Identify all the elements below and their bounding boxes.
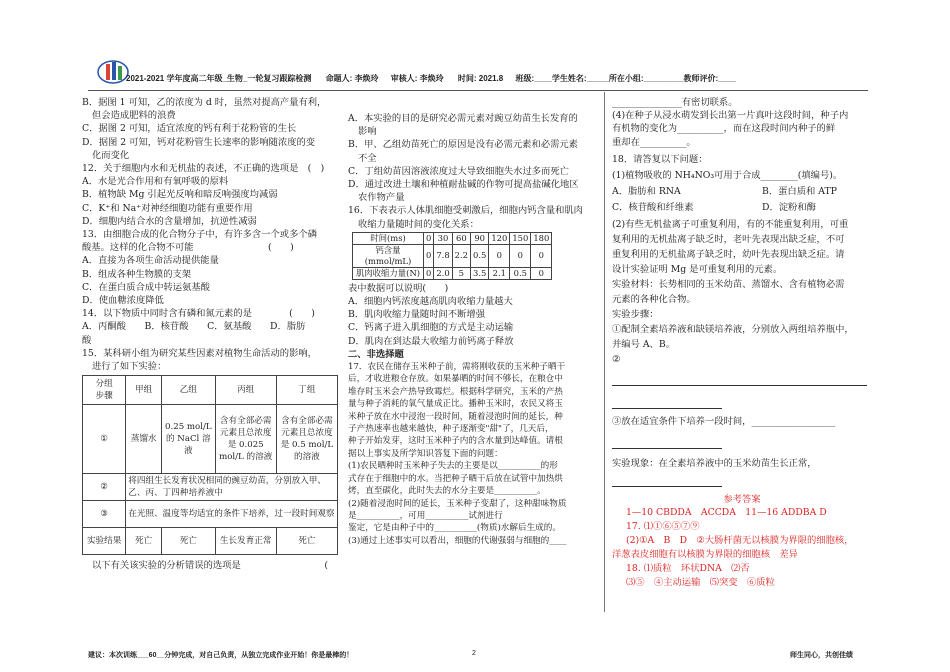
question-13: 13．由细胞合成的化合物分子中，有许多含一个或多个磷 (82, 229, 317, 241)
table-cell: 0 (531, 267, 552, 279)
text-line: ② (612, 353, 621, 365)
text-line: 种子开始发芽，这时玉米种子内的含水量到达峰值。请根 (348, 436, 563, 447)
answer-line[interactable] (612, 396, 722, 409)
text-line: ①配制全素培养液和缺镁培养液，分别放入两组培养瓶中， (612, 323, 854, 335)
table-cell: ② (83, 474, 126, 501)
text-line: C．丁组幼苗因溶液浓度过大导致细胞失水过多而死亡 (348, 165, 569, 177)
text-line: 酸 (82, 334, 92, 346)
text-line: A．本实验的目的是研究必需元素对豌豆幼苗生长发育的 (348, 113, 578, 124)
text-line: 酸基。这样的化合物不可能 ( ) (82, 242, 294, 254)
text-line: 实验现象：在全素培养液中的玉米幼苗生长正常， (612, 457, 817, 469)
table-cell: ① (83, 405, 126, 474)
text-line: 有机物的变化为__________，而在这段时间内种子的鲜 (612, 123, 836, 135)
text-line: 表中数据可以说明( ) (348, 282, 449, 294)
answer-line[interactable] (612, 436, 722, 449)
text-line: C．在蛋白质合成中转运氨基酸 (82, 281, 210, 293)
table-cell: 蒸馏水 (126, 405, 162, 474)
worksheet-title: 2021-2021 学年度高二年级_生物_一轮复习跟踪检测 (126, 74, 312, 83)
text-line: 式存在于细胞中的水。当把种子晒干后放在试管中加热烘 (348, 473, 563, 484)
options-row (612, 185, 872, 198)
table-cell: 150 (510, 232, 531, 244)
text-line: 设计实验证明 Mg 是可重复利用的元素。 (612, 263, 783, 275)
table-cell: 含有全部必需元素且总浓度是 0.025 mol/L 的溶液 (215, 405, 276, 474)
table-cell: 肌肉收缩力量(N) (353, 267, 424, 279)
text-line: 米种子放在水中浸泡一段时间，随着浸泡时间的延长，种 (348, 411, 563, 422)
text-line: C．钙离子进入肌细胞的方式是主动运输 (348, 322, 514, 334)
text-line: 后，才收进粮仓存放。如果暴晒的时间不够长，在粮仓中 (348, 374, 563, 385)
table-cell: 2.1 (489, 267, 510, 279)
section-heading: 二、非选择题 (348, 348, 404, 359)
table-row (353, 244, 552, 267)
text-line: 不全 (358, 152, 377, 164)
table-cell: 5 (452, 267, 470, 279)
option: D．淀粉和酶 (762, 202, 816, 214)
text-line: A．水是光合作用和有氧呼吸的原料 (82, 176, 229, 188)
question-14: 14．以下物质中同时含有磷和氮元素的是 ( ) (82, 308, 315, 320)
table-cell: 乙组 (162, 376, 216, 405)
text-line: 实验材料：长势相同的玉米幼苗、蒸馏水、含有植物必需 (612, 278, 845, 290)
answer-line-text: 18. ⑴质粒 环状DNA ⑵否 (626, 563, 750, 575)
table-cell: 0 (510, 244, 531, 267)
table-cell: 时间(ms) (353, 232, 424, 244)
table-cell: 0 (424, 267, 434, 279)
table-row (83, 474, 338, 501)
date: 时间: 2021.8 (457, 74, 504, 83)
text-line: 影响 (358, 126, 377, 138)
text-line: B．甲、乙组幼苗死亡的原因是没有必需元素和必需元素 (348, 139, 578, 151)
table-row (83, 376, 338, 405)
text-line: 并编号 A、B。 (612, 338, 675, 350)
answer-key-title: 参考答案 (723, 494, 761, 506)
text-line: 是__________，可用__________试剂进行 (348, 510, 503, 521)
column-divider (604, 92, 605, 612)
text-line: 农作物产量 (358, 192, 405, 204)
answer-line-text: ⑶⑤ ④主动运输 ⑸突变 ⑥质粒 (626, 577, 775, 589)
table-cell: 30 (434, 232, 452, 244)
options-row (612, 201, 872, 214)
table-cell: 0 (531, 244, 552, 267)
table-cell: 分组 步骤 (83, 376, 126, 405)
text-line: 以下有关该实验的分析错误的选项是 ( (92, 560, 329, 572)
table-row (353, 232, 552, 244)
text-line: C．K⁺和 Na⁺对神经细胞功能有重要作用 (82, 202, 253, 214)
table-cell: 0.25 mol/L 的 NaCl 溶液 (162, 405, 216, 474)
table-row (83, 528, 338, 555)
table-cell: 钙含量(mmol/mL) (353, 244, 424, 267)
calcium-table (352, 232, 552, 280)
table-cell: 实验结果 (83, 528, 126, 555)
table-cell: 在光照、温度等均适宜的条件下培养，过一段时间观察 (126, 501, 338, 528)
table-cell: 7.8 (434, 244, 452, 267)
text-line: B．据图 1 可知，乙的浓度为 d 时，虽然对提高产量有利， (82, 97, 327, 108)
text-line: D．使血糖浓度降低 (82, 295, 164, 307)
column-left (82, 96, 344, 572)
experiment-table (82, 375, 338, 555)
worksheet-header (88, 68, 868, 91)
text-line: (4)在种子从浸水萌发到长出第一片真叶这段时间，种子内 (612, 110, 849, 122)
column-right (612, 96, 872, 590)
answer-line-text: (2)①A B D ②大肠杆菌无以核膜为界限的细胞核， (626, 535, 854, 547)
table-cell: 120 (489, 232, 510, 244)
table-cell: 死亡 (162, 528, 216, 555)
table-cell: 丁组 (276, 376, 337, 405)
text-line: (3)通过上述事实可以看出，细胞的代谢强弱与细胞的____ (348, 535, 567, 546)
option: A．脂肪和 RNA (612, 186, 681, 198)
question-17: 17．农民在储存玉米种子前，需将刚收获的玉米种子晒干 (348, 362, 566, 373)
table-row (353, 267, 552, 279)
text-line: D．据图 2 可知，钙对花粉管生长速率的影响随浓度的变 (82, 136, 316, 148)
text-line: 烤，直至碳化，此时失去的水分主要是__________。 (348, 486, 546, 497)
table-row (83, 501, 338, 528)
question-16: 16．下表表示人体肌细胞受刺激后，细胞内钙含量和肌肉 (348, 205, 583, 217)
table-cell: ③ (83, 501, 126, 528)
text-line: 重却在__________。 (612, 136, 696, 148)
table-cell: 死亡 (126, 528, 162, 555)
reviewer: 审核人: 李焕玲 (390, 74, 444, 83)
footer-motto: 师生同心，共创佳绩 (790, 652, 853, 659)
text-line: 进行了如下实验： (92, 361, 167, 373)
text-line: B．组成各种生物膜的支架 (82, 268, 192, 280)
text-line: C．据图 2 可知，适宜浓度的钙有利于花粉管的生长 (82, 123, 297, 135)
table-cell: 2.0 (434, 267, 452, 279)
table-cell: 60 (452, 232, 470, 244)
text-line: D．细胞内结合水的含量增加，抗逆性减弱 (82, 215, 257, 227)
table-cell: 2.2 (452, 244, 470, 267)
text-line: A．直接为各项生命活动提供能量 (82, 255, 219, 267)
table-cell: 死亡 (276, 528, 337, 555)
text-line: 量与种子消耗的氧气量成正比。播种玉米时，农民又将玉 (348, 399, 563, 410)
option: B．蛋白质和 ATP (762, 186, 837, 198)
table-cell: 0.5 (471, 244, 489, 267)
author: 命题人: 李焕玲 (325, 74, 379, 83)
table-cell: 丙组 (215, 376, 276, 405)
option: C．核苷酸和纤维素 (612, 202, 694, 214)
text-line: 复利用的无机盐离子缺乏时，老叶先表现出缺乏症，不可 (612, 233, 845, 245)
answer-line-text: 17. ⑴①⑥⑤⑦⑨ (626, 521, 700, 533)
footer-advice: 建议：本次训练___60__分钟完成，对自己负责，从独立完成作业开始！你是最棒的！ (88, 652, 354, 659)
text-line: A．丙酮酸 B．核苷酸 C．氨基酸 D．脂肪 (82, 321, 306, 333)
text-line: 堆存时玉米会产热导致霉烂。根据科学研究，玉米的产热 (348, 386, 563, 397)
table-cell: 0 (424, 232, 434, 244)
text-line: 据以上事实及所学知识答复下面的问题： (348, 448, 503, 459)
answer-line-text: 1—10 CBDDA ACCDA 11—16 ADDBA D (626, 507, 827, 519)
table-row (83, 405, 338, 474)
text-line: (2)有些无机盐离子可重复利用，有的不能重复利用，可重 (612, 218, 849, 230)
text-line: 元素的各种化合物。 (612, 293, 696, 305)
table-cell: 生长发育正常 (215, 528, 276, 555)
answer-line[interactable] (612, 373, 867, 386)
question-12: 12．关于细胞内水和无机盐的表述，不正确的选项是 ( ) (82, 163, 325, 175)
table-cell: 0 (424, 244, 434, 267)
text-line: ③放在适宜条件下培养一段时间，__________________ (612, 415, 836, 427)
text-line: (1)农民晒种时玉米种子失去的主要是以__________的形 (348, 461, 558, 472)
student-fields: 班级:____学生姓名:_____所在小组:_________教师评价:____ (515, 74, 737, 83)
text-line: B．植物缺 Mg 引起光反响和暗反响强度均减弱 (82, 189, 278, 201)
text-line: 重复利用的无机盐离子缺乏时，幼叶先表现出缺乏症。请 (612, 248, 845, 260)
column-middle (348, 112, 603, 547)
answer-line-text: 洋葱表皮细胞有以核膜为界限的细胞核 差异 (612, 549, 798, 561)
table-cell: 3.5 (471, 267, 489, 279)
text-line: 但会造成肥料的浪费 (92, 110, 176, 122)
text-line: (1)植物吸收的 NH₄NO₃可用于合成________(填编号)。 (612, 170, 843, 182)
table-cell: 0.5 (510, 267, 531, 279)
text-line: (2)随着浸泡时间的延长，玉米种子变甜了，这种甜味物质 (348, 498, 567, 509)
text-line: A．细胞内钙浓度越高肌肉收缩力量越大 (348, 296, 513, 308)
table-cell: 将四组生长发育状况相同的豌豆幼苗，分别放入甲、乙、丙、丁四种培养液中 (126, 474, 338, 501)
text-line: B．肌肉收缩力量随时间不断增强 (348, 309, 485, 321)
text-line: 化而变化 (92, 149, 130, 161)
question-18: 18．请答复以下问题： (612, 153, 708, 165)
question-15: 15．某科研小组为研究某些因素对植物生命活动的影响， (82, 347, 317, 359)
answer-line[interactable] (612, 474, 722, 487)
text-line: 实验步骤： (612, 308, 659, 320)
text-line: _______________有密切联系。 (612, 97, 738, 108)
table-cell: 180 (531, 232, 552, 244)
table-cell: 90 (471, 232, 489, 244)
text-line: D．肌肉在到达最大收缩力前钙离子释放 (348, 335, 514, 347)
table-cell: 0 (489, 244, 510, 267)
text-line: 鉴定，它是由种子中的__________(物质)水解后生成的。 (348, 523, 561, 534)
page-number: 2 (472, 650, 476, 657)
text-line: D．通过改进土壤和种植耐盐碱的作物可提高盐碱化地区 (348, 179, 579, 191)
table-cell: 甲组 (126, 376, 162, 405)
text-line: 子产热速率也越来越快，种子逐渐变"甜"了，几天后， (348, 424, 554, 435)
text-line: 收缩力量随时间的变化关系： (358, 218, 479, 230)
table-cell: 含有全部必需元素且总浓度是 0.5 mol/L 的溶液 (276, 405, 337, 474)
